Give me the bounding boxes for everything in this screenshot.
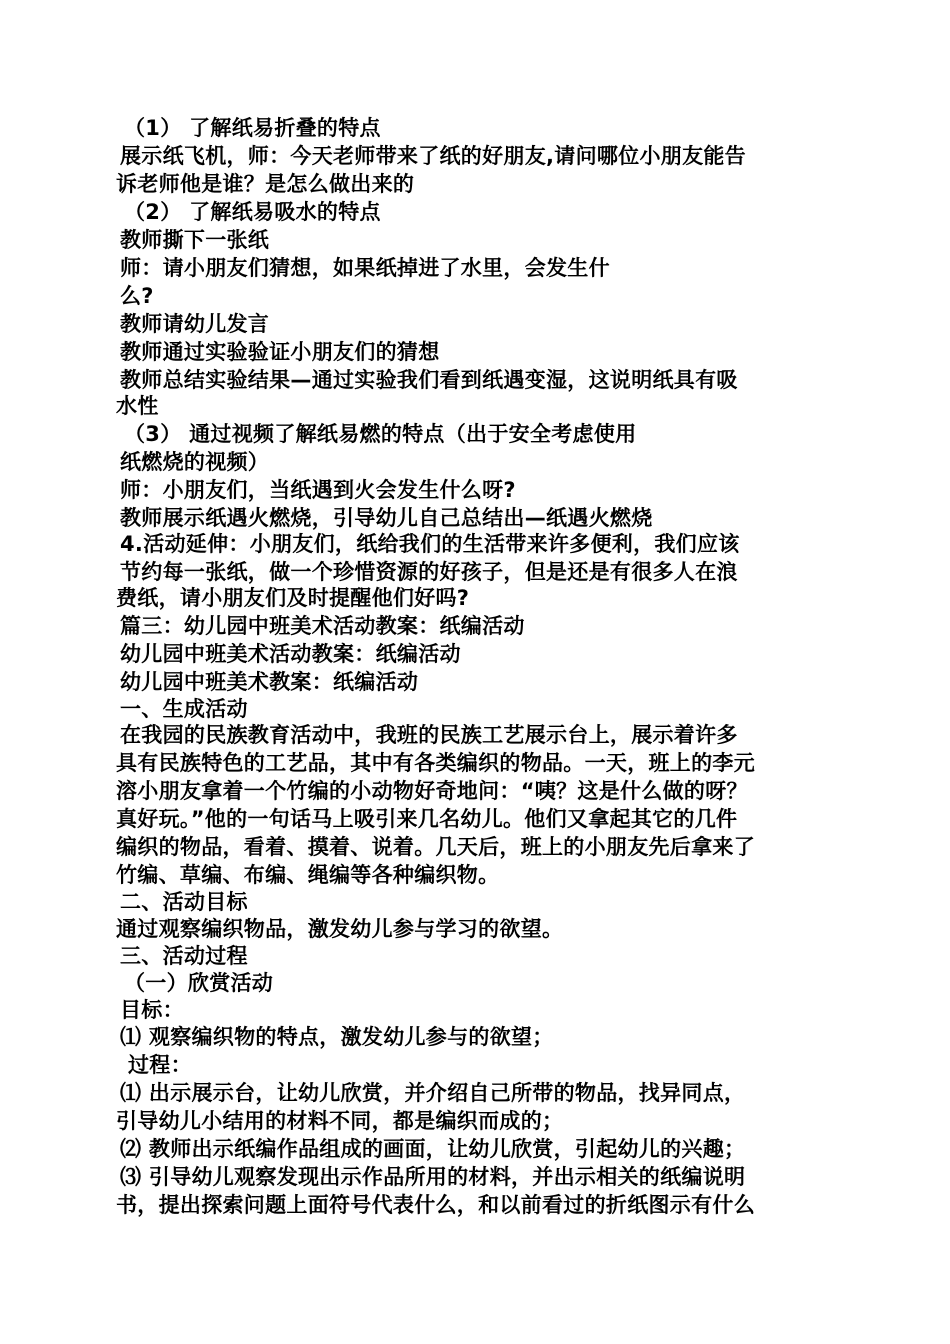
section-title: 篇三：幼儿园中班美术活动教案：纸编活动 (120, 614, 525, 638)
body-line: 在我园的民族教育活动中，我班的民族工艺展示台上，展示着许多 (120, 723, 738, 747)
section-subtitle: 幼儿园中班美术教案：纸编活动 (120, 670, 419, 694)
body-line: 教师通过实验验证小朋友们的猜想 (120, 340, 440, 364)
body-line: 通过观察编织物品，激发幼儿参与学习的欲望。 (116, 917, 564, 941)
body-line: 书，提出探索问题上面符号代表什么，和以前看过的折纸图示有什么 (116, 1193, 755, 1217)
body-line: 师：请小朋友们猜想，如果纸掉进了水里，会发生什 (120, 256, 610, 280)
subheading-absorb-property: （2） 了解纸易吸水的特点 (124, 200, 381, 224)
body-line: 师：小朋友们，当纸遇到火会发生什么呀? (120, 478, 516, 502)
body-line: ⑶ 引导幼儿观察发现出示作品所用的材料，并出示相关的纸编说明 (120, 1165, 746, 1189)
subheading-fold-property: （1） 了解纸易折叠的特点 (124, 116, 381, 140)
body-line: 么? (120, 284, 154, 308)
subheading-burn-property: （3） 通过视频了解纸易燃的特点（出于安全考虑使用 (124, 422, 637, 446)
body-line: 水性 (116, 394, 159, 418)
heading-generate-activity: 一、生成活动 (120, 697, 248, 721)
body-line: 教师总结实验结果—通过实验我们看到纸遇变湿，这说明纸具有吸 (120, 368, 738, 392)
body-line: 教师撕下一张纸 (120, 228, 270, 252)
body-line: 真好玩。”他的一句话马上吸引来几名幼儿。他们又拿起其它的几件 (116, 807, 738, 831)
body-line: ⑵ 教师出示纸编作品组成的画面，让幼儿欣赏，引起幼儿的兴趣； (120, 1137, 746, 1161)
body-line: 引导幼儿小结用的材料不同，都是编织而成的； (116, 1109, 564, 1133)
body-line: 教师请幼儿发言 (120, 312, 270, 336)
heading-activity-process: 三、活动过程 (120, 944, 248, 968)
body-line: 展示纸飞机，师：今天老师带来了纸的好朋友,请问哪位小朋友能告 (120, 144, 746, 168)
body-line: 具有民族特色的工艺品，其中有各类编织的物品。一天，班上的李元 (116, 751, 755, 775)
label-goal: 目标： (120, 998, 184, 1022)
heading-activity-goal: 二、活动目标 (120, 890, 248, 914)
body-line: ⑴ 出示展示台，让幼儿欣赏，并介绍自己所带的物品，找异同点， (120, 1081, 746, 1105)
body-line: 费纸，请小朋友们及时提醒他们好吗? (116, 586, 470, 610)
body-line: 教师展示纸遇火燃烧，引导幼儿自己总结出—纸遇火燃烧 (120, 506, 653, 530)
body-line: ⑴ 观察编织物的特点，激发幼儿参与的欲望； (120, 1025, 554, 1049)
label-process: 过程： (128, 1053, 192, 1077)
body-line: 编织的物品，看着、摸着、说着。几天后，班上的小朋友先后拿来了 (116, 835, 755, 859)
body-line: 竹编、草编、布编、绳编等各种编织物。 (116, 863, 500, 887)
section-subtitle: 幼儿园中班美术活动教案：纸编活动 (120, 642, 461, 666)
body-line: 诉老师他是谁？是怎么做出来的 (116, 172, 415, 196)
body-line: 节约每一张纸，做一个珍惜资源的好孩子，但是还是有很多人在浪 (120, 560, 738, 584)
subheading-appreciation: （一）欣赏活动 (124, 971, 274, 995)
body-line: 纸燃烧的视频） (120, 450, 270, 474)
body-line: 溶小朋友拿着一个竹编的小动物好奇地问：“咦？这是什么做的呀？ (116, 779, 748, 803)
body-line: 4.活动延伸：小朋友们，纸给我们的生活带来许多便利，我们应该 (120, 532, 740, 556)
